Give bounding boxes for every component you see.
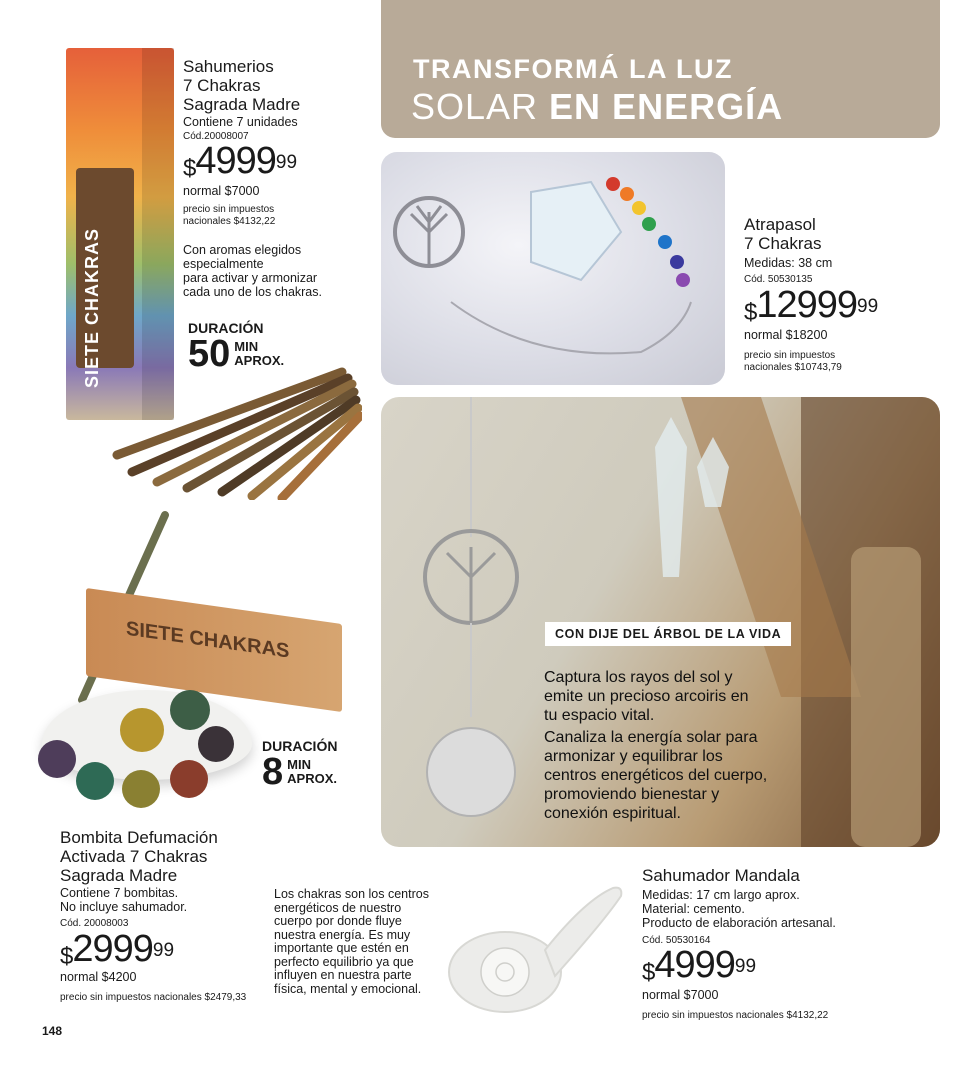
- sahumerios-price: $4999$^{99}$: [183, 140, 298, 182]
- sahumador-name: Sahumador Mandala: [642, 866, 800, 885]
- bombita-ball: [170, 760, 208, 798]
- bombita-box-image: SIETE CHAKRAS: [86, 588, 342, 712]
- banner-line-2: SOLAR EN ENERGÍA: [411, 86, 784, 127]
- header-banner: [381, 0, 940, 138]
- bombita-ball: [76, 762, 114, 800]
- bombita-tax-price: precio sin impuestos nacionales $2479,33: [60, 992, 247, 1003]
- chakras-info-text: Los chakras son los centros energéticos de nuestro cuerpo por donde fluye nuestra energía. Es muy importante que estén en perfecto equilibrio ya que influyen en nuestra parte física, mental y emocional.: [274, 887, 429, 996]
- atrapasol-normal-price: normal $18200: [744, 328, 828, 342]
- atrapasol-tax-price: precio sin impuestos nacionales $10743,79: [744, 350, 842, 373]
- sahumerios-contents: Contiene 7 unidades: [183, 115, 298, 129]
- atrapasol-name: Atrapasol 7 Chakras: [744, 215, 822, 253]
- sahumerios-name: Sahumerios 7 Chakras Sagrada Madre: [183, 57, 301, 114]
- sahumador-price: $4999$^{99}$: [642, 944, 757, 986]
- sahumerios-normal-price: normal $7000: [183, 184, 260, 198]
- sahumador-normal-price: normal $7000: [642, 988, 719, 1002]
- bombita-name: Bombita Defumación Activada 7 Chakras Sagrada Madre: [60, 828, 218, 885]
- bombita-ball: [38, 740, 76, 778]
- feature-tag: CON DIJE DEL ÁRBOL DE LA VIDA: [545, 622, 791, 646]
- sahumerios-description: Con aromas elegidos especialmente para activar y armonizar cada uno de los chakras.: [183, 243, 322, 299]
- sahumerios-tax-price: precio sin impuestos nacionales $4132,22: [183, 204, 276, 227]
- bombita-price: $2999$^{99}$: [60, 928, 175, 970]
- atrapasol-price: $12999$^{99}$: [744, 284, 879, 326]
- banner-line-1: TRANSFORMÁ LA LUZ: [413, 54, 733, 84]
- sahumador-image: [445, 880, 625, 1020]
- sahumador-code: Cód. 50530164: [642, 935, 711, 946]
- sahumerios-duration: DURACIÓN 50 MIN APROX.: [188, 320, 285, 375]
- incense-sticks-image: [112, 360, 362, 500]
- atrapasol-photo: [381, 152, 725, 385]
- sahumador-details: Medidas: 17 cm largo aprox. Material: cemento. Producto de elaboración artesanal.: [642, 888, 836, 930]
- bombita-code: Cód. 20008003: [60, 918, 129, 929]
- page-number: 148: [42, 1024, 63, 1038]
- sahumerios-code: Cód.20008007: [183, 131, 249, 142]
- atrapasol-size: Medidas: 38 cm: [744, 256, 833, 270]
- bombita-ball: [122, 770, 160, 808]
- sahumerios-box-image: SIETE CHAKRAS: [66, 48, 174, 420]
- bombita-duration: DURACIÓN 8 MIN APROX.: [262, 738, 338, 793]
- bombita-ball: [198, 726, 234, 762]
- sahumador-tax-price: precio sin impuestos nacionales $4132,22: [642, 1010, 829, 1021]
- bombita-normal-price: normal $4200: [60, 970, 137, 984]
- feature-description: Captura los rayos del sol y emite un precioso arcoiris en tu espacio vital. Canaliza la energía solar para armonizar y equilibrar los centros energéticos del cuerpo, promoviendo bienestar y conexión espiritual.: [544, 669, 768, 822]
- bombita-contents: Contiene 7 bombitas. No incluye sahumador.: [60, 886, 188, 914]
- atrapasol-code: Cód. 50530135: [744, 274, 813, 285]
